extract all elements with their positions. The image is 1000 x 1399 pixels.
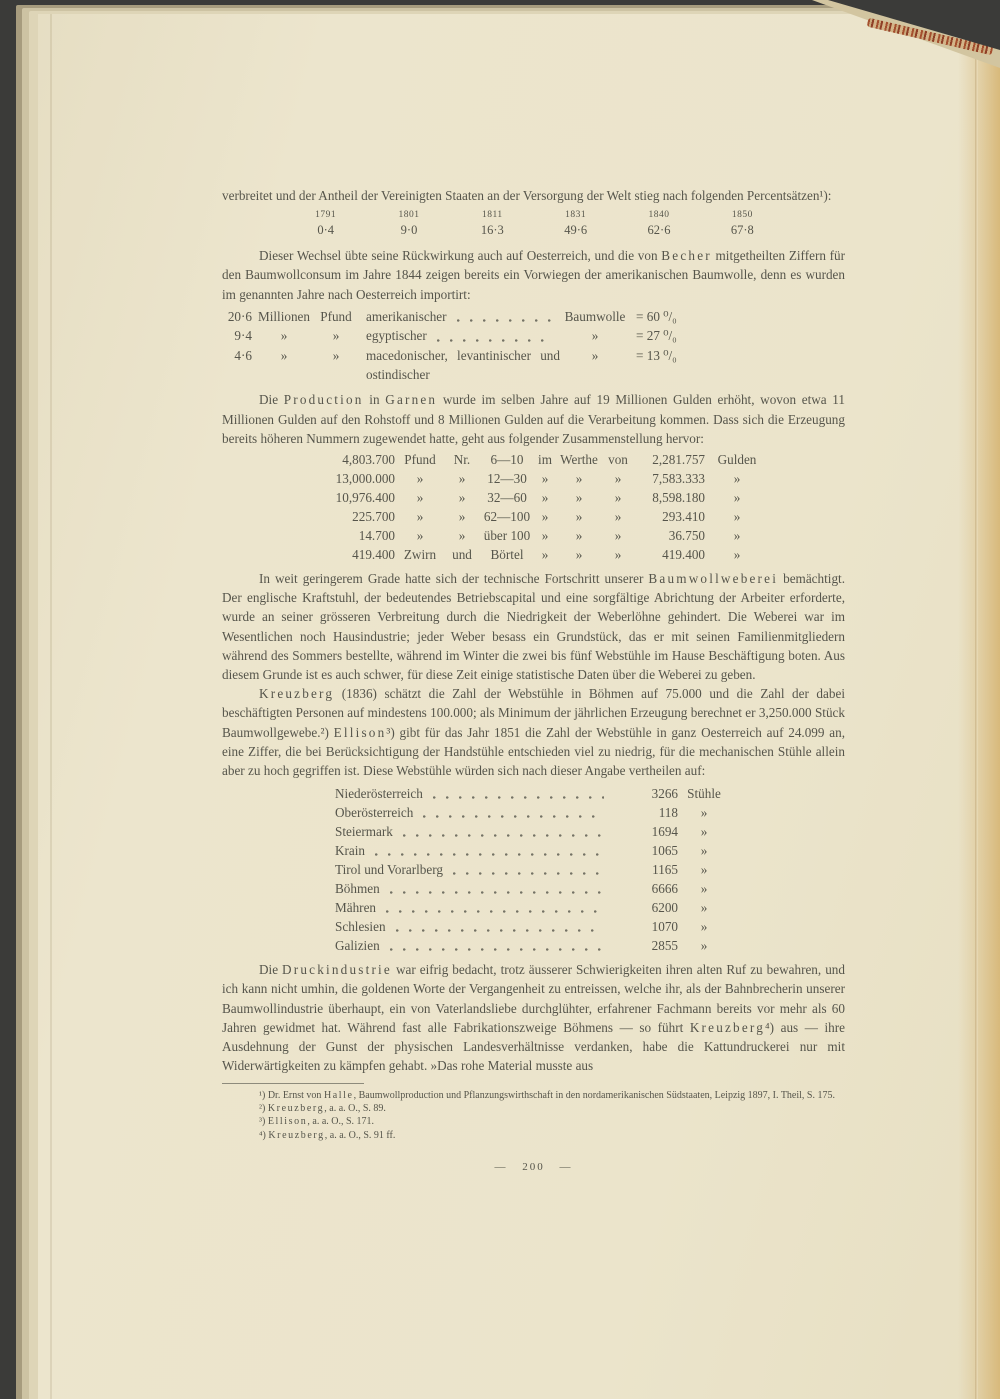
garn-row	[277, 526, 845, 545]
region-loom-count: 2855	[651, 938, 678, 954]
region-loom-count: 1165	[652, 862, 678, 878]
garn-word: »	[458, 528, 466, 544]
region-row	[335, 841, 730, 860]
garn-word: »	[416, 528, 424, 544]
text-run: ⁴) aus — ihre Ausdehnung der Gunst der physischen Landesverhältnisse verdanken, habe die Kattundruckerei nur mit Widerwärtigkeiten zu kämpfen gehabt. »Das rohe Material musste aus	[222, 1019, 845, 1074]
garn-quantity: 13,000.000	[335, 471, 395, 487]
garn-unit: »	[733, 528, 741, 544]
garn-quantity: 419.400	[352, 547, 395, 563]
region-unit: »	[700, 938, 708, 954]
region-row	[335, 879, 730, 898]
text-run: , a. a. O., S. 171.	[307, 1116, 375, 1128]
garn-quantity: 10,976.400	[335, 490, 395, 506]
text-run: Die	[259, 392, 284, 408]
garn-value: 293.410	[662, 509, 705, 525]
footnote-1	[222, 1089, 845, 1102]
paragraph-weberei	[222, 569, 845, 684]
region-unit: »	[700, 919, 708, 935]
garn-word: »	[614, 509, 622, 525]
emphasized-name: Kreuzberg	[267, 1102, 325, 1114]
garn-value: 8,598.180	[652, 490, 705, 506]
page-number: — 200 —	[494, 1161, 573, 1174]
region-loom-count: 118	[658, 805, 678, 821]
emphasized-name: Druckindustrie	[282, 962, 392, 978]
garn-word: »	[416, 490, 424, 506]
import-commodity: »	[591, 328, 599, 344]
percent-years-row	[284, 209, 784, 222]
paragraph-becher	[222, 246, 845, 304]
footnote-3	[222, 1115, 845, 1128]
emphasized-name: Ellison	[333, 724, 387, 740]
emphasized-name: Production	[283, 392, 364, 408]
text-run: bemächtigt. Der englische Kraftstuhl, der bedeutendes Betriebscapital und eine sorgfältige Abrichtung der Arbeiter erforderte, wurde an seiner grösseren Verbreitung durch die Niedrigkeit der Weberlöhne gehindert. Die Weberei war im Wesentlichen noch Hausindustrie; jeder Weber besass ein Grundstück, das er mit seinen Familienmitgliedern während des Sommers bestellte, während im Winter die zwei bis fünf Webstühle im Hause Beschäftigung boten. Aus diesem Grunde ist es auch schwer, für diese Zeit einige statistische Daten über die Weberei zu geben.	[222, 571, 845, 683]
percent-year: 1811	[482, 210, 503, 221]
region-name: Böhmen	[335, 881, 380, 897]
emphasized-name: Halle	[323, 1089, 354, 1101]
import-origin	[356, 326, 560, 345]
garn-word: »	[575, 528, 583, 544]
region-row	[335, 917, 730, 936]
garn-row	[277, 488, 845, 507]
footnote-rule	[222, 1083, 364, 1084]
percent-value: 16·3	[480, 223, 504, 238]
emphasized-name: Kreuzberg	[689, 1019, 766, 1035]
garn-row	[277, 450, 845, 469]
page-gutter-crease	[975, 14, 978, 1399]
region-loom-count: 3266	[651, 786, 678, 802]
garn-unit: »	[733, 471, 741, 487]
percent-table	[284, 209, 784, 238]
garn-unit: »	[733, 509, 741, 525]
region-name: Steiermark	[335, 824, 393, 840]
region-name: Tirol und Vorarlberg	[335, 862, 443, 878]
garn-number-range: 32—60	[487, 490, 527, 506]
percent-value: 49·6	[564, 223, 588, 238]
region-name: Oberösterreich	[335, 805, 414, 821]
garn-word: Zwirn	[403, 547, 437, 563]
garn-word: »	[575, 547, 583, 563]
text-run: ⁴)	[259, 1129, 269, 1141]
import-unit: »	[280, 347, 288, 363]
paragraph-production	[222, 390, 845, 448]
dot-leader	[403, 834, 604, 837]
garn-number-range: 6—10	[490, 452, 524, 468]
garn-quantity: 4,803.700	[342, 452, 395, 468]
region-row	[335, 784, 730, 803]
import-percent: = 60 ⁰/₀	[636, 308, 677, 324]
import-percent: = 27 ⁰/₀	[636, 328, 677, 344]
emphasized-name: Kreuzberg	[259, 686, 335, 702]
garn-word: »	[541, 490, 549, 506]
import-origin-text: amerikanischer	[366, 308, 447, 324]
garn-number-range: 62—100	[483, 509, 531, 525]
garn-word: von	[608, 452, 628, 468]
text-run: ³)	[259, 1116, 268, 1128]
garn-word: »	[614, 471, 622, 487]
import-row	[208, 346, 702, 385]
garn-number-range: 12—30	[487, 471, 527, 487]
emphasized-name: Garnen	[385, 392, 438, 408]
import-origin-text: macedonischer, levantinischer und ostindischer	[366, 347, 560, 383]
text-run: mitgetheilten Ziffern für den Baumwollconsum im Jahre 1844 zeigen bereits ein Vorwiegen der amerikanischen Baumwolle, denn es wurden im genannten Jahre nach Oesterreich importirt:	[222, 248, 846, 302]
text-run: verbreitet und der Antheil der Vereinigten Staaten an der Versorgung der Welt stieg nach folgenden Percentsätzen¹):	[222, 188, 832, 203]
emphasized-name: Becher	[661, 248, 712, 264]
emphasized-name: Ellison	[267, 1116, 308, 1128]
percent-year: 1850	[731, 210, 753, 221]
import-origin-text: egyptischer	[366, 328, 427, 344]
region-name: Krain	[335, 843, 366, 859]
garn-word: Werthe	[560, 452, 598, 468]
region-loom-count: 6200	[651, 900, 678, 916]
percent-value: 9·0	[400, 223, 418, 238]
import-quantity: 9·4	[234, 328, 252, 344]
import-unit: Millionen	[257, 308, 311, 324]
region-unit: »	[700, 862, 708, 878]
percent-values-row	[284, 222, 784, 238]
paragraph-druckindustrie	[222, 960, 845, 1075]
footnote-4	[222, 1129, 845, 1142]
region-row	[335, 803, 730, 822]
text-run: , a. a. O., S. 89.	[324, 1102, 386, 1114]
garn-word: »	[614, 490, 622, 506]
emphasized-name: Kreuzberg	[268, 1129, 325, 1141]
garn-word: »	[575, 509, 583, 525]
import-percent: = 13 ⁰/₀	[636, 347, 677, 363]
region-unit: »	[700, 843, 708, 859]
garn-word: Pfund	[404, 452, 436, 468]
percent-year: 1801	[398, 210, 420, 221]
dot-leader	[423, 815, 604, 818]
garn-row	[277, 545, 845, 564]
garn-value: 36.750	[668, 528, 705, 544]
region-unit: »	[700, 824, 708, 840]
percent-value: 62·6	[647, 223, 671, 238]
garn-word: »	[575, 490, 583, 506]
garn-value: 7,583.333	[652, 471, 705, 487]
garn-word: »	[575, 471, 583, 487]
import-unit: »	[332, 347, 340, 363]
percent-year: 1791	[315, 210, 337, 221]
text-run: In weit geringerem Grade hatte sich der technische Fortschritt unserer	[259, 571, 649, 587]
dot-leader	[386, 910, 604, 913]
garn-word: »	[458, 490, 466, 506]
garn-table	[277, 450, 845, 564]
import-row	[208, 326, 702, 345]
dot-leader	[437, 339, 552, 342]
region-row	[335, 860, 730, 879]
garn-word: im	[538, 452, 552, 468]
import-unit: Pfund	[320, 308, 352, 324]
import-commodity: Baumwolle	[564, 308, 626, 324]
region-unit: Stühle	[687, 786, 721, 802]
garn-number-range: Börtel	[490, 547, 524, 563]
dot-leader	[457, 319, 552, 322]
page-text	[222, 186, 845, 1177]
emphasized-name: Baumwollweberei	[648, 571, 779, 587]
garn-row	[277, 469, 845, 488]
import-table	[208, 307, 702, 385]
garn-value: 2,281.757	[652, 452, 705, 468]
paragraph-kreuzberg	[222, 684, 845, 780]
garn-word: »	[541, 528, 549, 544]
garn-word: »	[458, 471, 466, 487]
percent-year: 1840	[648, 210, 670, 221]
garn-quantity: 225.700	[352, 509, 395, 525]
region-row	[335, 898, 730, 917]
text-run: in	[363, 392, 386, 408]
text-run: ³) gibt für das Jahr 1851 die Zahl der Webstühle in ganz Oesterreich auf 24.099 an, eine Ziffer, die bei Berücksichtigung der Handstühle entschieden viel zu niedrig, für die mechanischen Stühle allein aber zu hoch gegriffen ist. Diese Webstühle würden sich nach dieser Angabe vertheilen auf:	[222, 724, 845, 779]
percent-value: 0·4	[317, 223, 334, 238]
garn-number-range: über 100	[483, 528, 531, 544]
text-run: , a. a. O., S. 91 ff.	[324, 1129, 396, 1141]
import-unit: »	[332, 328, 340, 344]
region-loom-count: 1694	[651, 824, 678, 840]
garn-word: »	[541, 509, 549, 525]
import-origin	[356, 346, 560, 385]
garn-word: und	[452, 547, 472, 563]
dot-leader	[390, 948, 604, 951]
region-name: Niederösterreich	[335, 786, 423, 802]
garn-row	[277, 507, 845, 526]
import-unit: »	[280, 328, 288, 344]
text-run: ¹) Dr. Ernst von	[259, 1089, 324, 1101]
dot-leader	[390, 891, 604, 894]
region-name: Galizien	[335, 938, 380, 954]
garn-word: Nr.	[453, 452, 471, 468]
garn-word: »	[416, 509, 424, 525]
region-name: Mähren	[335, 900, 377, 916]
text-run: (1836) schätzt die Zahl der Webstühle in Böhmen auf 75.000 und die Zahl der dabei beschäftigten Personen auf mindestens 100.000; als Minimum der jährlichen Erzeugung berechnet er 3,250.000 Stück Baumwollgewebe.²)	[222, 686, 845, 740]
paragraph-continuation	[222, 186, 845, 205]
import-quantity: 4·6	[234, 347, 252, 363]
percent-value: 67·8	[730, 223, 754, 238]
text-run: , Baumwollproduction und Pflanzungswirthschaft in den nordamerikanischen Südstaaten, Leipzig 1897, I. Theil, S. 175.	[353, 1089, 835, 1101]
garn-quantity: 14.700	[358, 528, 395, 544]
region-loom-count: 6666	[651, 881, 678, 897]
garn-word: »	[541, 547, 549, 563]
footnotes	[222, 1089, 845, 1143]
region-row	[335, 936, 730, 955]
region-unit: »	[700, 881, 708, 897]
garn-unit: »	[733, 547, 741, 563]
region-row	[335, 822, 730, 841]
text-run: war eifrig bedacht, trotz äusserer Schwierigkeiten ihren alten Ruf zu bewahren, und ich kann nicht umhin, die goldenen Worte der Vergangenheit zu entreissen, welche ihr, als der Bahnbrecherin unserer Baumwollindustrie überhaupt, ein von Vaterlandsliebe durchglühter, erfahrener Fachmann bereits vor mehr als 60 Jahren gewidmet hat. Während fast alle Fabrikationszweige Böhmens — so führt	[222, 962, 845, 1035]
region-table	[335, 784, 730, 955]
region-unit: »	[700, 805, 708, 821]
garn-word: »	[458, 509, 466, 525]
region-loom-count: 1065	[651, 843, 678, 859]
import-commodity: »	[591, 347, 599, 363]
percent-year: 1831	[565, 210, 587, 221]
garn-word: »	[416, 471, 424, 487]
garn-word: »	[614, 547, 622, 563]
footnote-2	[222, 1102, 845, 1115]
garn-unit: Gulden	[717, 452, 757, 468]
text-run: Dieser Wechsel übte seine Rückwirkung auch auf Oesterreich, und die von	[259, 248, 662, 264]
region-unit: »	[700, 900, 708, 916]
dot-leader	[453, 872, 604, 875]
import-quantity: 20·6	[227, 308, 252, 324]
text-run: ²)	[259, 1102, 268, 1114]
text-run: Die	[259, 962, 283, 978]
import-origin	[356, 307, 560, 326]
dot-leader	[396, 929, 604, 932]
text-run: wurde im selben Jahre auf 19 Millionen Gulden erhöht, wovon etwa 11 Millionen Gulden auf den Rohstoff und 8 Millionen Gulden auf die Verarbeitung kommen. Dass sich die Erzeugung bereits höheren Nummern zugewendet hatte, geht aus folgender Zusammenstellung hervor:	[222, 392, 846, 446]
garn-word: »	[541, 471, 549, 487]
page-gutter-shadow	[958, 14, 1000, 1399]
garn-value: 419.400	[662, 547, 705, 563]
dot-leader	[375, 853, 604, 856]
region-loom-count: 1070	[651, 919, 678, 935]
region-name: Schlesien	[335, 919, 386, 935]
garn-word: »	[614, 528, 622, 544]
dot-leader	[433, 796, 604, 799]
import-row	[208, 307, 702, 326]
garn-unit: »	[733, 490, 741, 506]
